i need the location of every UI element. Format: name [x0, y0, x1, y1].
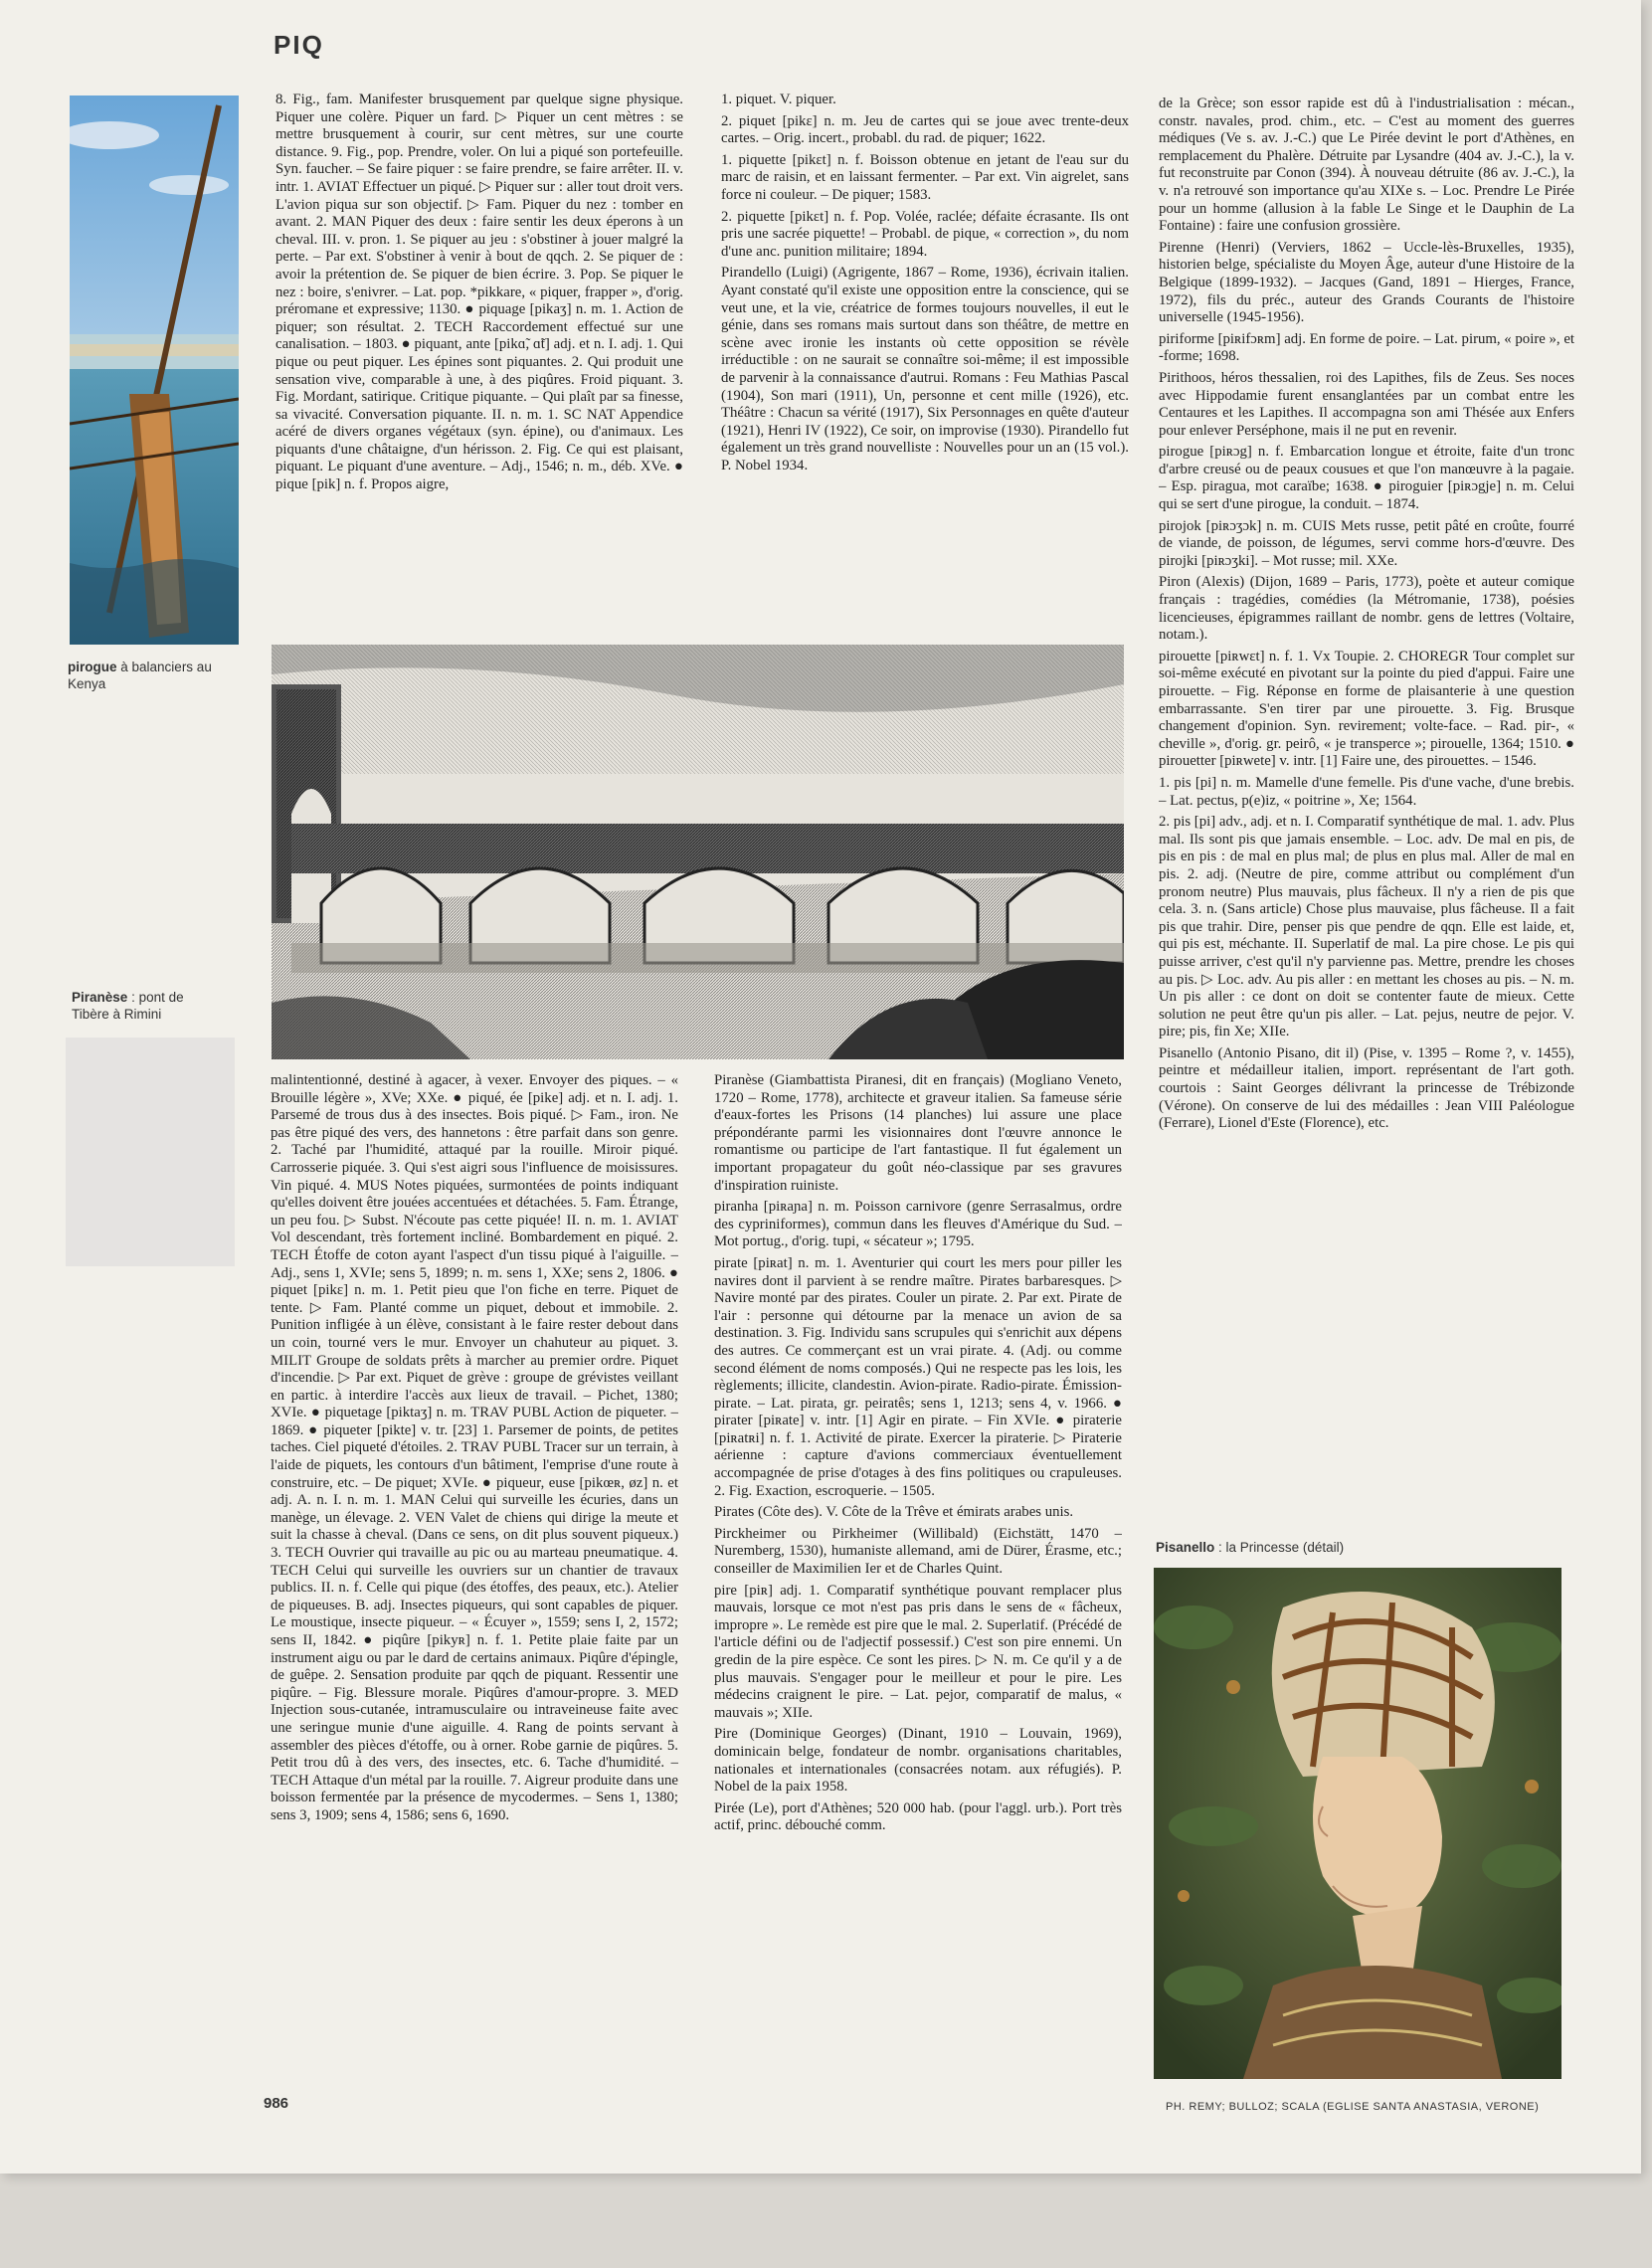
caption-word: Piranèse [72, 990, 128, 1005]
entry-piquet-1: 1. piquet. V. piquer. [721, 92, 836, 107]
faded-ghost-panel [66, 1038, 235, 1266]
caption-text: : la Princesse (détail) [1218, 1540, 1345, 1555]
entry-pirckheimer: Pirckheimer ou Pirkheimer (Willibald) (Eichstätt, 1470 – Nuremberg, 1530), humaniste allemand, ami de Dürer, Érasme, etc.; conseiller de Maximilien Ier et de Charles Quint. [714, 1525, 1122, 1578]
pirogue-photo [70, 95, 239, 645]
caption-text: : pont de Tibère à Rimini [72, 990, 184, 1022]
entry-pirandello: Pirandello (Luigi) (Agrigente, 1867 – Rome, 1936), écrivain italien. Ayant constaté qu'il existe une opposition entre la conscience, qui se veut une, et la vie, créatrice de formes toujours nouvelles, il eut le génie, dans ses romans mais surtout dans son théâtre, de mettre en scène avec ironie les instants où cette opposition se révèle irréductible : on ne saurait se connaître soi-même; il est impossible de parvenir à la connaissance d'autrui. Romans : Feu Mathias Pascal (1904), Son mari (1911), Un, personne et cent mille (1926), etc. Théâtre : Chacun sa vérité (1917), Six Personnages en quête d'auteur (1921), Henri IV (1922), Ce soir, on improvise (1930). Pirandello fut également un très grand nouvelliste : Nouvelles pour un an (15 vol.). P. Nobel 1934. [721, 265, 1129, 473]
column-2-bottom [714, 1072, 1122, 2082]
entry-pis-1: 1. pis [pi] n. m. Mamelle d'une femelle. Pis d'une vache, d'une brebis. – Lat. pectus, p(e)iz, « poitrine », Xe; 1564. [1159, 774, 1574, 809]
page-number: 986 [264, 2095, 289, 2112]
column-2-top [721, 92, 1129, 629]
entry-piree-continued: de la Grèce; son essor rapide est dû à l'industrialisation : mécan., constr. navales, prod. chim., etc. – C'est au moment des guerres médiques (Ve s. av. J.-C.) que Le Pirée devint le port d'Athènes, en remplacement du Phalère. Détruite par Lysandre (404 av. J.-C.), la v. fut reconstruite par Conon (394). À nouveau détruite (86 av. J.-C.), la v. n'a retrouvé son importance qu'au XIXe s. – Loc. Prendre Le Pirée pour un homme (allusion à la fable Le Singe et le Dauphin de La Fontaine) : faire une confusion grossière. [1159, 95, 1574, 235]
entry-pisanello: Pisanello (Antonio Pisano, dit il) (Pise, v. 1395 – Rome ?, v. 1455), peintre et médailleur italien, import. représentant de l'art goth. courtois : Saint Georges délivrant la princesse de Trébizonde (Vérone). On conserve de lui des médailles : Jean VIII Paléologue (Ferrare), Lionel d'Este (Florence), etc. [1159, 1044, 1574, 1132]
entry-piriforme: piriforme [piʀifɔʀm] adj. En forme de poire. – Lat. pirum, « poire », et -forme; 1698. [1159, 330, 1574, 365]
entry-paragraph: 8. Fig., fam. Manifester brusquement par quelque signe physique. Piquer une colère. Piquer un fard. ▷ Piquer un cent mètres : se mettre brusquement à courir, sur cent mètres, sur une courte distance. 9. Fig., pop. Prendre, voler. On lui a piqué son portefeuille. Syn. faucher. – Se faire piquer : se faire prendre, se faire arrêter. II. v. intr. 1. AVIAT Effectuer un piqué. ▷ Piquer sur : aller tout droit vers. L'avion piqua sur son objectif. ▷ Fam. Piquer du nez : tomber en avant. 2. MAN Piquer des deux : faire sentir les deux éperons à un cheval. III. v. pron. 1. Se piquer au jeu : s'obstiner à jouer malgré la perte. – Par ext. S'obstiner à venir à bout de qqch. 2. Se piquer de : avoir la prétention de. Se piquer de bien écrire. 3. Pop. Se piquer le nez : boire, s'enivrer. – Lat. pop. *pikkare, « piquer, frapper », d'orig. préromane et expressive; 1130. ● piquage [pikaʒ] n. m. 1. Action de piquer; son résultat. 2. TECH Raccordement effectué sur une canalisation. – 1803. ● piquant, ante [pikɑ̃, ɑ̃t] adj. et n. I. adj. 1. Qui pique ou peut piquer. Les épines sont piquantes. 2. Qui produit une sensation vive, comparable à une, à des piqûres. Froid piquant. 3. Fig. Mordant, satirique. Critique piquante. – Qui plaît par sa finesse, sa vivacité. Conversation piquante. II. n. m. 1. SC NAT Appendice acéré de divers organes végétaux (syn. épine), ou d'animaux. Les piquants d'une châtaigne, d'un hérisson. 2. Fig. Ce qui est plaisant, piquant. Le piquant d'une aventure. – Adj., 1546; n. m., déb. XVe. ● pique [pik] n. f. Propos aigre, [275, 92, 683, 493]
entry-piranese: Piranèse (Giambattista Piranesi, dit en français) (Mogliano Veneto, 1720 – Rome, 1778), architecte et graveur italien. Sa fameuse série d'eaux-fortes les Prisons (14 planches) lui assure une place prépondérante parmi les visionnaires dont l'œuvre annonce le romantisme ou participe de l'art fantastique. Il fut également un important propagateur du goût néo-classique par ses gravures d'inspiration ruiniste. [714, 1072, 1122, 1194]
entry-pire-adj: pire [piʀ] adj. 1. Comparatif synthétique pouvant remplacer plus mauvais, lorsque ce mot n'est pas pris dans le sens de « fâcheux, impropre ». Le remède est pire que le mal. 2. Superlatif. (Précédé de l'article défini ou de l'adjectif possessif.) C'est son pire ennemi. Un gredin de la pire espèce. Ce sont les pires. ▷ N. m. Ce qu'il y a de plus mauvais. S'engager pour le meilleur et pour le pire. Les médecins craignent le pire. – Lat. pejor, comparatif de malus, « mauvais »; XIIe. [714, 1582, 1122, 1721]
column-1-top [275, 92, 683, 629]
entry-pirate: pirate [piʀat] n. m. 1. Aventurier qui court les mers pour piller les navires dont il parvient à se rendre maître. Pirates barbaresques. ▷ Navire monté par des pirates. Couler un pirate. 2. Par ext. Pirate de l'air : personne qui détourne par la menace un avion de sa destination. 3. Fig. Individu sans scrupules qui s'enrichit aux dépens des autres. Ce commerçant est un vrai pirate. 4. (Adj. ou comme second élément de noms composés.) Qui ne respecte pas les lois, les règlements; illicite, clandestin. Avion-pirate. Radio-pirate. Émission-pirate. – Lat. pirata, gr. peiratês; sens 1, 1213; sens 4, v. 1966. ● pirater [piʀate] v. intr. [1] Agir en pirate. – Fin XVIe. ● piraterie [piʀatʀi] n. f. 1. Activité de pirate. Exercer la piraterie. ▷ Piraterie aérienne : capture d'avions commerciaux éventuellement accompagnée de prise d'otages à des fins politiques ou crapuleuses. 2. Fig. Exaction, escroquerie. – 1505. [714, 1254, 1122, 1499]
column-3 [1159, 95, 1574, 1538]
photo-credit: PH. REMY; BULLOZ; SCALA (EGLISE SANTA ANASTASIA, VERONE) [1166, 2101, 1540, 2113]
column-1-bottom [271, 1072, 678, 2082]
entry-paragraph: malintentionné, destiné à agacer, à vexer. Envoyer des piques. – « Brouille légère », XVe; XXe. ● piqué, ée [pike] adj. et n. I. adj. 1. Parsemé de trous dus à des insectes. Bois piqué. ▷ Fam., iron. Ne pas être piqué des vers, des hannetons : être parfait dans son genre. 2. Taché par l'humidité, attaqué par la rouille. Miroir piqué. Carrosserie piquée. 3. Qui s'est aigri sous l'influence de moisissures. Vin piqué. 4. MUS Notes piquées, surmontées de points indiquant qu'elles doivent être jouées accentuées et détachées. 5. Fam. Étrange, un peu fou. ▷ Subst. N'écoute pas cette piquée! II. n. m. 1. AVIAT Vol descendant, très fortement incliné. Bombardement en piqué. 2. TECH Étoffe de coton ayant l'aspect d'un tissu piqué à l'aiguille. – Adj., sens 1, XVIe; sens 5, 1899; n. m. sens 1, XXe; sens 2, 1806. ● piquet [pikɛ] n. m. 1. Petit pieu que l'on fiche en terre. Piquet de tente. ▷ Fam. Planté comme un piquet, debout et immobile. 2. Punition infligée à un élève, consistant à le faire rester debout dans un coin, tourné vers le mur. Envoyer un chahuteur au piquet. 3. MILIT Groupe de soldats prêts à marcher au premier ordre. Piquet d'incendie. ▷ Par ext. Piquet de grève : groupe de grévistes veillant en partic. à interdire l'accès aux lieux de travail. – Pichet, 1380; XVIe. ● piquetage [piktaʒ] n. m. TRAV PUBL Action de piqueter. – 1869. ● piqueter [pikte] v. tr. [23] 1. Parsemer de points, de petites taches. Ciel piqueté d'étoiles. 2. TRAV PUBL Tracer sur un terrain, à l'aide de piquets, les contours d'un bâtiment, l'emprise d'une route à construire, etc. – De piquet; XVIe. ● piqueur, euse [pikœʀ, øz] n. et adj. A. n. I. n. m. 1. MAN Celui qui surveille les écuries, dans un manège, un élevage. 2. VEN Valet de chiens qui dirige la meute et suit la chasse à cheval. (Dans ce sens, on dit plus souvent piqueux.) 3. TECH Ouvrier qui travaille au pic ou au marteau pneumatique. 4. TECH Celui qui surveille les ouvriers sur un chantier de travaux publics. II. n. f. Celle qui pique (des étoffes, des peaux, etc.). Atelier de piqueuses. B. adj. Insectes piqueurs, qui sont capables de piquer. Le moustique, insecte piqueur. – « Écuyer », 1559; sens I, 2, 1572; sens II, 1842. ● piqûre [pikyʀ] n. f. 1. Petite plaie faite par un instrument aigu ou par le dard de certains animaux. Piqûre d'épingle, de guêpe. 2. Sensation produite par qqch de piquant. Ressentir une piqûre. – Fig. Blessure morale. Piqûres d'amour-propre. 3. MED Injection sous-cutanée, intramusculaire ou intraveineuse faite avec une seringue munie d'une aiguille. 4. Rang de points servant à assembler des pièces d'étoffe, ou à orner. Robe garnie de piqûres. 5. Petit trou dû à des vers, des insectes, etc. 6. Tache d'humidité. – TECH Attaque d'un métal par la rouille. 7. Aigreur produite dans une boisson fermentée par la présence de mycodermes. – Sens 1, 1380; sens 3, 1909; sens 4, 1586; sens 6, 1690. [271, 1072, 678, 1823]
entry-piree: Pirée (Le), port d'Athènes; 520 000 hab. (pour l'aggl. urb.). Port très actif, princ. débouché comm. [714, 1799, 1122, 1834]
entry-pirogue: pirogue [piʀɔg] n. f. Embarcation longue et étroite, faite d'un tronc d'arbre creusé ou de peaux cousues et que l'on manœuvre à la pagaie. – Esp. piragua, mot caraïbe; 1638. ● piroguier [piʀɔgje] n. m. Celui qui se sert d'une pirogue, la conduit. – 1874. [1159, 444, 1574, 513]
entry-pirenne: Pirenne (Henri) (Verviers, 1862 – Uccle-lès-Bruxelles, 1935), historien belge, spécialiste du Moyen Âge, auteur d'une Histoire de la Belgique (1899-1932). – Jacques (Gand, 1891 – Hierges, France, 1972), fils du préc., auteur des Grands Courants de l'histoire universelle (1945-1956). [1159, 239, 1574, 326]
pirogue-caption [68, 659, 247, 692]
pisanello-painting [1154, 1568, 1561, 2079]
piranese-engraving [272, 645, 1124, 1059]
entry-pirates-cote: Pirates (Côte des). V. Côte de la Trêve et émirats arabes unis. [714, 1504, 1074, 1521]
entry-piranha: piranha [piʀaɲa] n. m. Poisson carnivore (genre Serrasalmus, ordre des cypriniformes), commun dans les fleuves d'Amérique du Sud. – Mot portug., d'orig. tupi, « sécateur »; 1795. [714, 1199, 1122, 1250]
entry-piquette-1: 1. piquette [pikɛt] n. f. Boisson obtenue en jetant de l'eau sur du marc de raisin, et en laissant fermenter. – Par ext. Vin aigrelet, sans force ni couleur. – De piquer; 1583. [721, 151, 1129, 203]
caption-word: pirogue [68, 660, 117, 674]
entry-pire-dominique: Pire (Dominique Georges) (Dinant, 1910 – Louvain, 1969), dominicain belge, fondateur de nombr. organisations charitables, nationales et internationales (consacrées notam. aux réfugiés). P. Nobel de la paix 1958. [714, 1726, 1122, 1796]
piranese-caption [72, 989, 201, 1023]
entry-piquet-2: 2. piquet [pikɛ] n. m. Jeu de cartes qui se joue avec trente-deux cartes. – Orig. incert., probabl. du rad. de piquer; 1622. [721, 112, 1129, 147]
caption-text: à balanciers au Kenya [68, 660, 212, 691]
entry-piron: Piron (Alexis) (Dijon, 1689 – Paris, 1773), poète et auteur comique français : tragédies, comédies (la Métromanie, 1738), poésies licencieuses, épigrammes raillant de nombr. gens de lettres (Voltaire, notam.). [1159, 574, 1574, 644]
pisanello-caption [1156, 1539, 1573, 1556]
entry-pirojok: pirojok [piʀɔʒɔk] n. m. CUIS Mets russe, petit pâté en croûte, fourré de viande, de poisson, de légumes, servi comme hors-d'œuvre. Des pirojki [piʀɔʒki]. – Mot russe; mil. XXe. [1159, 517, 1574, 569]
entry-pirithoos: Pirithoos, héros thessalien, roi des Lapithes, fils de Zeus. Ses noces avec Hippodamie furent ensanglantées par un combat entre les Centaures et les Lapithes. Il accompagna son ami Thésée aux Enfers pour enlever Perséphone, mais il ne put en revenir. [1159, 369, 1574, 439]
entry-pis-2: 2. pis [pi] adv., adj. et n. I. Comparatif synthétique de mal. 1. adv. Plus mal. Ils sont pis que jamais ensemble. – Loc. adv. De mal en pis, de pis en pis : de mal en plus mal; de plus en plus mal. Aller de mal en pis. 2. adj. (Neutre de pire, comme attribut ou complément d'un pronom neutre) Plus mauvais, plus fâcheux. Il n'y a rien de pis que cela. 3. n. (Sans article) Chose plus mauvaise, plus fâcheuse. Il a fait pis que trahir. Dire, penser pis que pendre de qqn. Elle est laide, et, qui pis est, méchante. II. Superlatif de mal. La pire chose. Le pis qui puisse arriver, c'est qu'il n'y parvienne pas. Mettre, prendre les choses au pis. ▷ Loc. adv. Au pis aller : en mettant les choses au pis. – N. m. Un pis aller : ce dont on doit se contenter faute de mieux. Cette solution ne peut être qu'un pis aller. – Lat. pejus, neutre de pejor. V. pire; pis, fin Xe; XIIe. [1159, 814, 1574, 1040]
page-header: PIQ [274, 30, 324, 60]
caption-word: Pisanello [1156, 1540, 1215, 1555]
entry-piquette-2: 2. piquette [pikɛt] n. f. Pop. Volée, raclée; défaite écrasante. Ils ont pris une sacrée piquette! – Probabl. de pique, « correction », du nom d'une anc. punition militaire; 1894. [721, 208, 1129, 260]
entry-pirouette: pirouette [piʀwɛt] n. f. 1. Vx Toupie. 2. CHOREGR Tour complet sur soi-même exécuté en pivotant sur la pointe du pied d'appui. Faire une pirouette. – Fig. Réponse en forme de plaisanterie à une question embarrassante. S'en tirer par une pirouette. 3. Fig. Brusque changement d'opinion. Syn. revirement; volte-face. – Rad. pir-, « cheville », d'orig. gr. peirô, « je transperce »; pirouelle, 1364; 1510. ● pirouetter [piʀwete] v. intr. [1] Faire une, des pirouettes. – 1546. [1159, 648, 1574, 770]
